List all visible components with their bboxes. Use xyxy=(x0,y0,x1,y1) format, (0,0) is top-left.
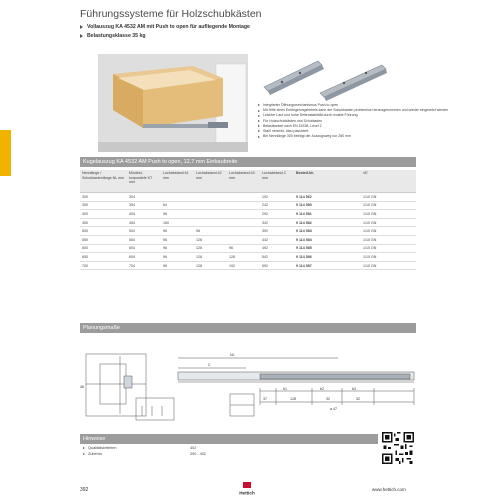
table-row xyxy=(80,227,416,236)
table-cell: 96 xyxy=(194,227,227,236)
table-cell: 492 xyxy=(260,244,294,253)
feature-item: Belastbarkeit nach EN 15338, Level 2 xyxy=(258,124,423,129)
table-cell xyxy=(194,218,227,227)
hettich-logo xyxy=(236,482,258,496)
table-cell: 96 xyxy=(161,253,194,262)
table-cell: 9 114 586 xyxy=(294,253,361,262)
footer-url: www.hettich.com xyxy=(372,487,406,492)
table-row xyxy=(80,244,416,253)
table-cell: 9 114 581 xyxy=(294,210,361,219)
table-cell: 9 114 585 xyxy=(294,244,361,253)
svg-text:Hettich: Hettich xyxy=(239,490,255,496)
table-row xyxy=(80,218,416,227)
table-cell: 96 xyxy=(227,244,260,253)
table-cell: 128 xyxy=(194,244,227,253)
feature-item: Bei Nennlänge 300 beträgt der Auszugsweg nur 280 mm xyxy=(258,134,423,139)
table-cell: 604 xyxy=(127,244,161,253)
table-cell xyxy=(194,210,227,219)
table-cell xyxy=(194,193,227,202)
table-row xyxy=(80,235,416,244)
hints-bar: Hinweise xyxy=(80,434,378,444)
table-cell: 192 xyxy=(260,193,294,202)
table-cell: 9 114 587 xyxy=(294,261,361,270)
table-cell: 504 xyxy=(127,227,161,236)
table-cell: 300 xyxy=(80,193,127,202)
table-cell: 128 xyxy=(227,253,260,262)
table-cell xyxy=(227,193,260,202)
table-cell: 404 xyxy=(127,210,161,219)
table-cell: 96 xyxy=(161,235,194,244)
table-cell: 700 xyxy=(80,261,127,270)
feature-item: Mit Hilfe eines Entriegelungshebels kann der Schubkasten problemlos herausgenommen und wieder eingesetzt werden xyxy=(258,108,423,113)
dim-32b: 32 xyxy=(356,397,360,401)
table-row xyxy=(80,201,416,210)
page-number: 392 xyxy=(80,487,89,493)
dim-nl: NL xyxy=(230,353,235,357)
dim-46: 46 xyxy=(80,385,84,389)
table-cell: 128 xyxy=(194,261,227,270)
table-row xyxy=(80,193,416,202)
table-cell: 550 xyxy=(80,235,127,244)
product-photo xyxy=(98,54,248,152)
table-cell: 454 xyxy=(127,218,161,227)
dim-b2: b2 xyxy=(320,387,324,391)
table-cell: 96 xyxy=(161,227,194,236)
dim-b3: b3 xyxy=(352,387,356,391)
dim-c: C xyxy=(208,363,211,367)
table-cell xyxy=(227,218,260,227)
table-cell: 1/10 GN xyxy=(361,244,416,253)
hint-item: Zubehör 290 - 402 xyxy=(80,451,416,457)
table-cell: 592 xyxy=(260,261,294,270)
table-cell: 342 xyxy=(260,218,294,227)
table-cell: 1/10 GN xyxy=(361,235,416,244)
header-bullet: Belastungsklasse 35 kg xyxy=(80,32,250,41)
dim-32a: 32 xyxy=(326,397,330,401)
hint-item: Qualitätskriterien 402 xyxy=(80,445,416,451)
feature-item: Integrierter Öffnungsmechanismus Push to open xyxy=(258,103,423,108)
table-cell: 1/10 GN xyxy=(361,218,416,227)
table-cell xyxy=(227,235,260,244)
column-header: Lochabstand C mm xyxy=(260,170,294,193)
table-cell xyxy=(227,210,260,219)
table-cell: 96 xyxy=(161,244,194,253)
column-header: Lochabstand b1 mm xyxy=(161,170,194,193)
feature-item: Leichter Lauf und hohe Seitenstabilität durch exakte Führung xyxy=(258,113,423,118)
column-header: Mindest-korpustiefe KT mm xyxy=(127,170,161,193)
dim-a: a 47 xyxy=(330,407,337,411)
technical-drawing xyxy=(80,336,416,428)
table-cell xyxy=(194,201,227,210)
column-header: Nennlänge / Schubkastenlänge NL mm xyxy=(80,170,127,193)
table-cell: 9 114 584 xyxy=(294,235,361,244)
table-cell: 442 xyxy=(260,235,294,244)
column-header: Lochabstand b2 mm xyxy=(194,170,227,193)
table-row xyxy=(80,210,416,219)
table-cell: 654 xyxy=(127,253,161,262)
table-cell: 192 xyxy=(227,261,260,270)
feature-list xyxy=(258,103,449,139)
table-cell: 304 xyxy=(127,193,161,202)
table-cell: 450 xyxy=(80,218,127,227)
table-cell: 350 xyxy=(80,201,127,210)
spec-table xyxy=(80,170,416,270)
column-header: Lochabstand b3 mm xyxy=(227,170,260,193)
table-cell: 554 xyxy=(127,235,161,244)
table-cell: 1/10 GN xyxy=(361,201,416,210)
table-cell: 1/10 GN xyxy=(361,261,416,270)
header-bullets xyxy=(80,23,250,41)
table-cell: 96 xyxy=(161,261,194,270)
dim-128: 128 xyxy=(290,397,296,401)
column-header: VE xyxy=(361,170,416,193)
table-cell: 242 xyxy=(260,201,294,210)
feature-item: Für Holzschubkästen und Schubladen xyxy=(258,119,423,124)
qr-code-icon xyxy=(382,432,414,464)
column-header: Bestell-Nr. xyxy=(294,170,361,193)
runner-image xyxy=(260,57,388,105)
table-cell: 160 xyxy=(161,218,194,227)
table-cell: 1/10 GN xyxy=(361,227,416,236)
table-cell: 96 xyxy=(161,210,194,219)
table-cell: 1/10 GN xyxy=(361,193,416,202)
page-title: Führungssysteme für Holzschubkästen xyxy=(80,8,262,20)
section-bar: Kugelauszug KA 4532 AM Push to open, 12,7 mm Einbaubreite xyxy=(80,157,416,167)
table-cell: 128 xyxy=(194,235,227,244)
table-cell xyxy=(227,227,260,236)
table-cell: 9 114 580 xyxy=(294,201,361,210)
table-cell: 292 xyxy=(260,210,294,219)
header-bullet: Vollauszug KA 4532 AM mit Push to open für aufliegende Montage xyxy=(80,23,250,32)
planning-bar: Planungsmaße xyxy=(80,323,416,333)
triangle-icon xyxy=(80,25,83,29)
table-cell: 64 xyxy=(161,201,194,210)
table-cell: 650 xyxy=(80,253,127,262)
triangle-icon xyxy=(80,34,83,38)
table-cell: 1/10 GN xyxy=(361,210,416,219)
table-cell: 500 xyxy=(80,227,127,236)
table-cell: 400 xyxy=(80,210,127,219)
table-cell: 704 xyxy=(127,261,161,270)
table-cell: 354 xyxy=(127,201,161,210)
table-cell: 9 114 583 xyxy=(294,227,361,236)
feature-item: Stahl verzinkt, blau passiviert xyxy=(258,129,423,134)
table-cell: 9 114 562 xyxy=(294,193,361,202)
dim-37: 37 xyxy=(263,397,267,401)
table-cell: 392 xyxy=(260,227,294,236)
dim-b1: b1 xyxy=(283,387,287,391)
hints-list xyxy=(80,445,416,457)
table-cell: 600 xyxy=(80,244,127,253)
table-cell: 1/10 GN xyxy=(361,253,416,262)
table-cell: 542 xyxy=(260,253,294,262)
table-cell xyxy=(161,193,194,202)
table-header-row xyxy=(80,170,416,193)
chapter-tab xyxy=(0,130,11,176)
table-cell: 9 114 582 xyxy=(294,218,361,227)
table-row xyxy=(80,253,416,262)
table-row xyxy=(80,261,416,270)
table-cell: 128 xyxy=(194,253,227,262)
table-cell xyxy=(227,201,260,210)
